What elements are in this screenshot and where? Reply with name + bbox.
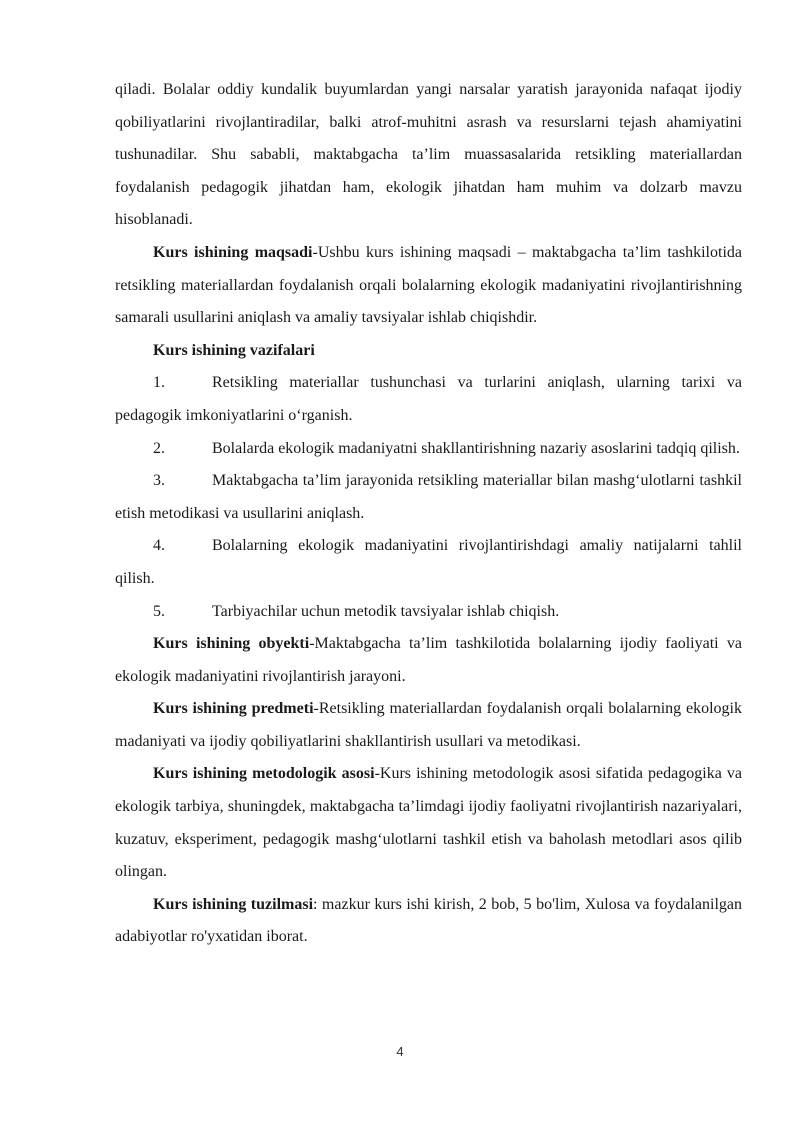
intro-paragraph: qiladi. Bolalar oddiy kundalik buyumlardan yangi narsalar yaratish jarayonida nafaqat ijodiy qobiliyatlarini rivojlantiradilar, balki atrof-muhitni asrash va resurslarni tejash ahamiyatini tushunadilar. Shu sababli, maktabgacha ta’lim muassasalarida retsikling materiallardan foydalanish pedagogik jihatdan ham, ekologik jihatdan ham muhim va dolzarb mavzu hisoblanadi. [115, 81, 742, 229]
tasks-heading: Kurs ishining vazifalari [153, 341, 315, 359]
goal-label: Kurs ishining maqsadi [153, 243, 313, 261]
task-text: Retsikling materiallar tushunchasi va turlarini aniqlash, ularning tarixi va pedagogik imkoniyatlarini o‘rganish. [115, 374, 742, 424]
methodology-label: Kurs ishining metodologik asosi [153, 765, 375, 783]
task-number: 3. [153, 472, 165, 490]
methodology-paragraph [115, 758, 742, 888]
goal-paragraph [115, 237, 742, 335]
task-text: Bolalarda ekologik madaniyatni shakllantirishning nazariy asoslarini tadqiq qilish. [212, 439, 740, 457]
task-item [115, 465, 742, 530]
object-label: Kurs ishining obyekti [153, 635, 310, 653]
task-item [115, 596, 742, 629]
task-number: 5. [153, 602, 165, 620]
page-number: 4 [396, 1044, 404, 1059]
task-text: Bolalarning ekologik madaniyatini rivojlantirishdagi amaliy natijalarni tahlil qilish. [115, 537, 742, 587]
task-number: 4. [153, 537, 165, 555]
structure-label: Kurs ishining tuzilmasi [153, 895, 314, 913]
object-paragraph [115, 628, 742, 693]
object-text: -Maktabgacha ta’lim tashkilotida bolalarning ijodiy faoliyati va ekologik madaniyatini rivojlantirish jarayoni. [115, 635, 742, 685]
subject-text: -Retsikling materiallardan foydalanish orqali bolalarning ekologik madaniyati va ijodiy qobiliyatlarini shakllantirish usullari va metodikasi. [115, 700, 743, 750]
task-text: Tarbiyachilar uchun metodik tavsiyalar ishlab chiqish. [212, 602, 560, 620]
goal-text: -Ushbu kurs ishining maqsadi – maktabgacha ta’lim tashkilotida retsikling materiallardan foydalanish orqali bolalarning ekologik madaniyatini rivojlantirishning samarali usullarini aniqlash va amaliy tavsiyalar ishlab chiqishdir. [115, 243, 742, 327]
methodology-text: -Kurs ishining metodologik asosi sifatida pedagogika va ekologik tarbiya, shuningdek, maktabgacha ta’limdagi ijodiy faoliyatni rivojlantirish nazariyalari, kuzatuv, eksperiment, pedagogik mashg‘ulotlarni tashkil etish va baholash metodlari asos qilib olingan. [115, 765, 742, 881]
structure-text: : mazkur kurs ishi kirish, 2 bob, 5 bo'lim, Xulosa va foydalanilgan adabiyotlar ro'yxatidan iborat. [115, 895, 742, 946]
task-number: 2. [153, 439, 165, 457]
task-item [115, 530, 742, 595]
task-text: Maktabgacha ta’lim jarayonida retsikling materiallar bilan mashg‘ulotlarni tashkil etish metodikasi va usullarini aniqlash. [115, 472, 742, 522]
page-body [115, 74, 742, 954]
subject-label: Kurs ishining predmeti [153, 700, 314, 718]
task-number: 1. [153, 374, 165, 392]
task-item [115, 367, 742, 432]
structure-paragraph [115, 889, 742, 954]
task-item [115, 433, 742, 466]
subject-paragraph [115, 693, 742, 758]
